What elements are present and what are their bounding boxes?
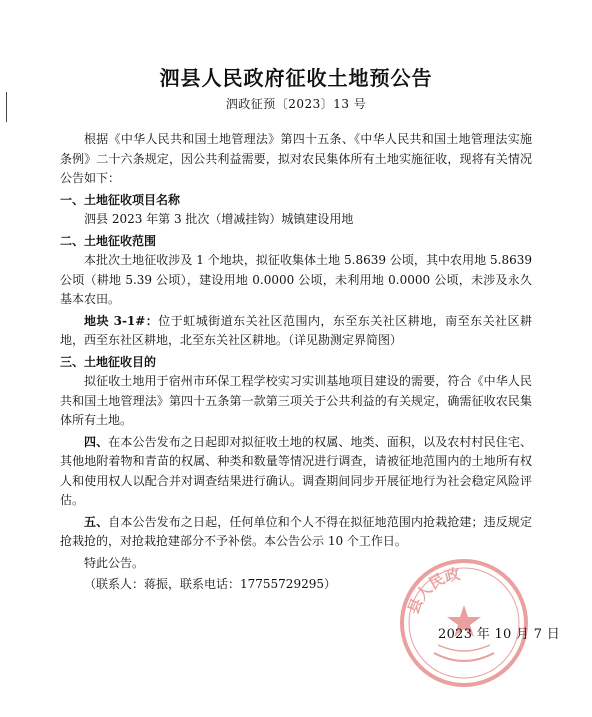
section-2-heading: 二、土地征收范围 [60, 233, 157, 248]
parcel-text: 位于虹城街道东关社区范围内，东至东关社区耕地，南至东关社区耕地，西至东社区耕地，北至东关社区耕地。（详见勘测定界简图） [60, 313, 532, 347]
section-5-paragraph [60, 513, 532, 552]
intro-paragraph: 根据《中华人民共和国土地管理法》第四十五条、《中华人民共和国土地管理法实施条例》二十六条规定，因公共利益需要，拟对农民集体所有土地实施征收，现将有关情况公告如下： [60, 132, 532, 185]
section-1-text: 泗县 2023 年第 3 批次（增减挂钩）城镇建设用地 [84, 212, 354, 226]
section-5-lead: 五、 [84, 514, 109, 529]
issue-date: 2023 年 10 月 7 日 [438, 627, 561, 642]
document-body [60, 130, 532, 595]
document-title: 泗县人民政府征收土地预公告 [159, 66, 433, 90]
seal-text: 县人民政 [404, 564, 462, 617]
contact-text: （联系人：蒋振，联系电话：17755729295） [84, 577, 336, 591]
parcel-paragraph [60, 312, 532, 351]
closing-text: 特此公告。 [84, 555, 145, 570]
section-4-lead: 四、 [84, 434, 109, 449]
section-2-text: 本批次土地征收涉及 1 个地块，拟征收集体土地 5.8639 公顷，其中农用地 5.8639 公顷（耕地 5.39 公顷），建设用地 0.0000 公顷，未利用地 0.0000 公顷，未涉及永久基本农田。 [60, 253, 532, 306]
section-1-heading: 一、土地征收项目名称 [60, 192, 181, 207]
parcel-lead: 地块 3-1#： [84, 313, 159, 328]
section-4-paragraph [60, 433, 532, 511]
section-3-heading: 三、土地征收目的 [60, 354, 157, 369]
section-4-text: 在本公告发布之日起即对拟征收土地的权属、地类、面积，以及农村村民住宅、其他地附着物和青苗的权属、种类和数量等情况进行调查，请被征地范围内的土地所有权人和使用权人以配合并对调查结果进行确认。调查期间同步开展征地行为社会稳定风险评估。 [60, 434, 532, 507]
section-5-text: 自本公告发布之日起，任何单位和个人不得在拟征地范围内抢栽抢建；违反规定抢栽抢的，对抢栽抢建部分不予补偿。本公告公示 10 个工作日。 [60, 514, 532, 548]
section-3-text: 拟征收土地用于宿州市环保工程学校实习实训基地项目建设的需要，符合《中华人民共和国土地管理法》第四十五条第一款第三项关于公共利益的有关规定，确需征收农民集体所有土地。 [60, 374, 532, 427]
document-number: 泗政征预〔2023〕13 号 [225, 97, 367, 111]
